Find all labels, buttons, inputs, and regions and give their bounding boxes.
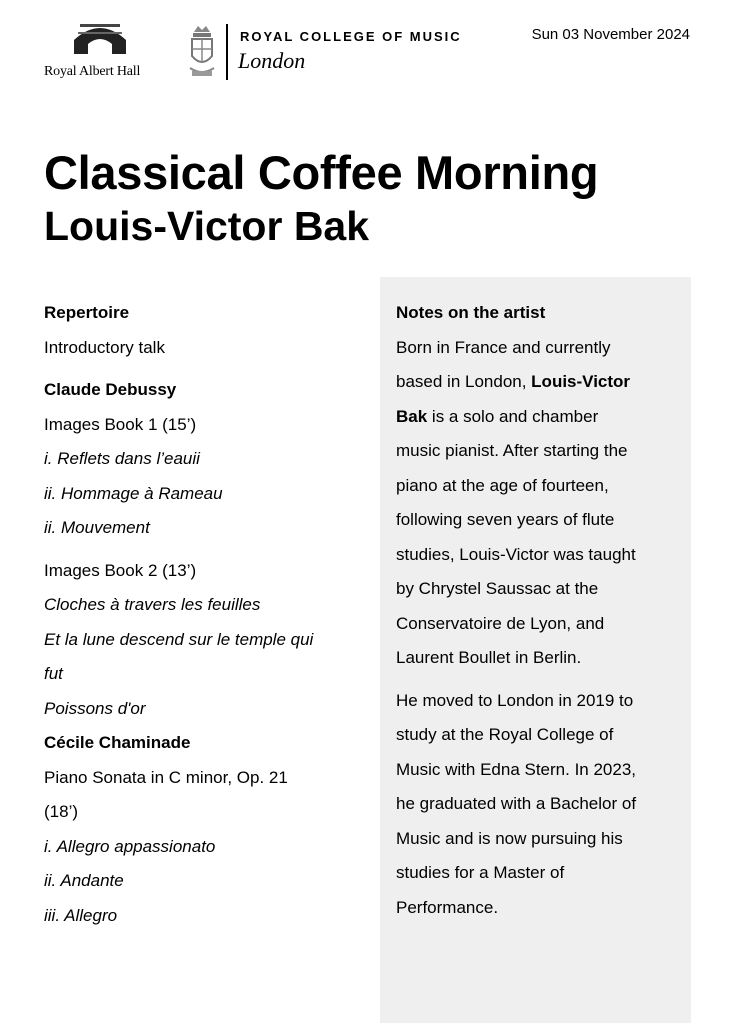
bio-line: Conservatoire de Lyon, and <box>396 613 605 633</box>
bio-line: Laurent Boullet in Berlin. <box>396 648 582 667</box>
bio-text: is a solo and chamber <box>427 406 599 426</box>
bio-line: Born in France and currently <box>396 337 611 357</box>
movement: ii. Mouvement <box>44 518 150 537</box>
composer-debussy: Claude Debussy <box>44 380 177 399</box>
repertoire-heading: Repertoire <box>44 303 130 322</box>
bio-line <box>396 400 681 435</box>
bio-line: Music with Edna Stern. In 2023, <box>396 759 637 779</box>
bio-line: piano at the age of fourteen, <box>396 475 609 495</box>
event-date: Sun 03 November 2024 <box>531 26 690 43</box>
bio-line <box>396 365 681 400</box>
bio-paragraph-2 <box>396 684 681 926</box>
work-title: Piano Sonata in C minor, Op. 21 <box>44 767 288 787</box>
title-block <box>44 145 694 251</box>
bio-line: he graduated with a Bachelor of <box>396 794 637 813</box>
artist-name-bold: Louis-Victor <box>531 372 631 391</box>
bio-line: following seven years of flute <box>396 510 615 529</box>
work-title: Images Book 2 (13’) <box>44 560 197 580</box>
movement: Poissons d'or <box>44 698 146 718</box>
artist-notes-panel <box>380 277 691 1023</box>
royal-albert-hall-name: Royal Albert Hall <box>44 64 141 79</box>
bio-line: by Chrystel Saussac at the <box>396 579 599 598</box>
royal-albert-hall-dome-icon <box>70 20 130 56</box>
notes-heading: Notes on the artist <box>396 303 546 322</box>
movement: iii. Allegro <box>44 905 118 925</box>
bio-text: based in London, <box>396 372 532 391</box>
bio-line: study at the Royal College of <box>396 725 614 744</box>
college-name: ROYAL COLLEGE OF MUSIC <box>240 29 462 44</box>
work-duration: (18’) <box>44 802 79 821</box>
movement: ii. Andante <box>44 871 124 890</box>
bio-line: music pianist. After starting the <box>396 441 628 460</box>
royal-crest-icon <box>186 24 218 80</box>
work-title: Images Book 1 (15’) <box>44 414 197 434</box>
repertoire-section <box>44 296 364 933</box>
artist-notes <box>396 296 681 933</box>
page-header <box>0 0 735 100</box>
movement: Et la lune descend sur le temple qui <box>44 629 314 649</box>
logo-divider <box>226 24 228 80</box>
college-city: London <box>238 48 306 73</box>
royal-albert-hall-logo <box>44 20 159 82</box>
bio-paragraph-1 <box>396 331 681 676</box>
composer-chaminade: Cécile Chaminade <box>44 733 191 752</box>
movement: i. Allegro appassionato <box>44 836 216 856</box>
page-title: Classical Coffee Morning <box>44 146 599 199</box>
artist-name: Louis-Victor Bak <box>44 203 370 249</box>
bio-line: Performance. <box>396 897 499 917</box>
artist-name-bold: Bak <box>396 406 428 426</box>
movement: i. Reflets dans l’eauii <box>44 449 200 468</box>
bio-line: He moved to London in 2019 to <box>396 690 634 710</box>
intro-talk: Introductory talk <box>44 337 165 357</box>
bio-line: studies, Louis-Victor was taught <box>396 544 636 564</box>
movement: Cloches à travers les feuilles <box>44 595 261 614</box>
movement: fut <box>44 664 63 683</box>
movement: ii. Hommage à Rameau <box>44 483 223 503</box>
bio-line: studies for a Master of <box>396 863 565 882</box>
bio-line: Music and is now pursuing his <box>396 828 623 848</box>
